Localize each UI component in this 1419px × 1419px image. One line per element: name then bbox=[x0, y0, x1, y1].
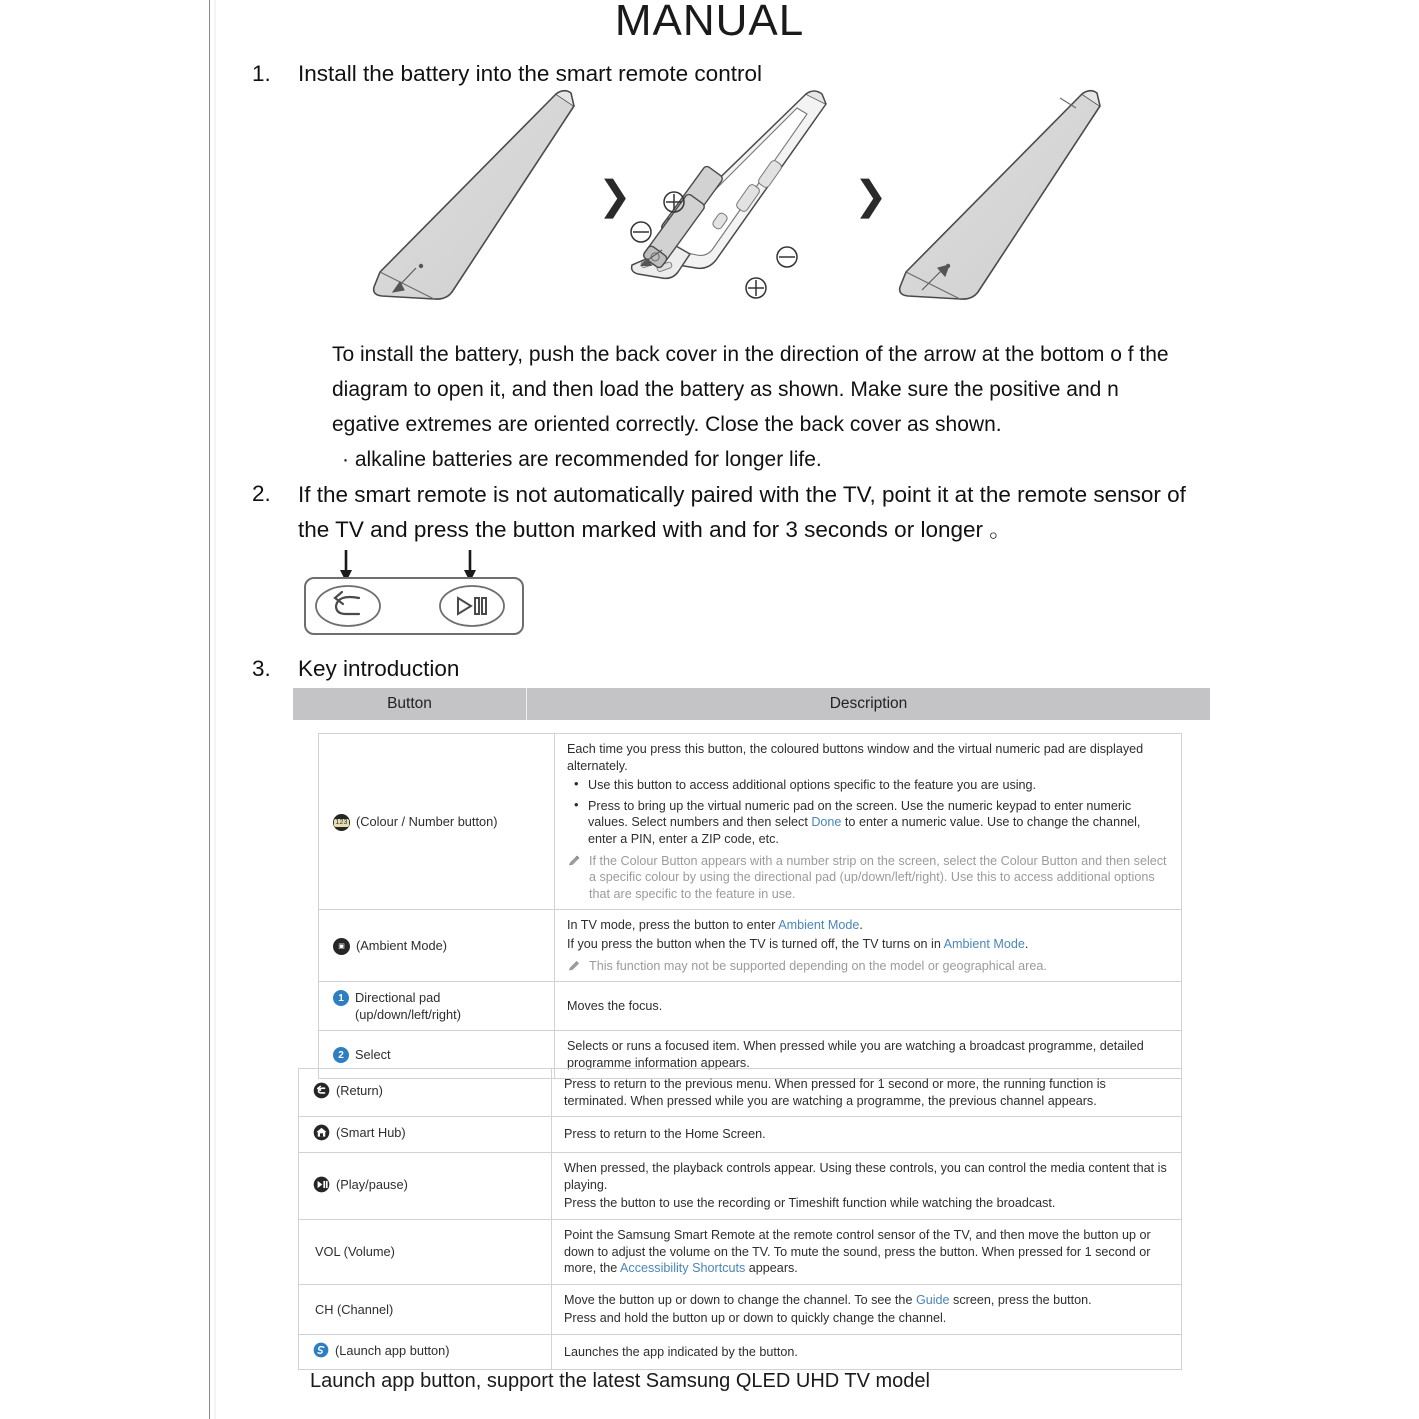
button-label: Select bbox=[355, 1047, 391, 1063]
table-row bbox=[299, 1284, 1182, 1334]
step-1-text: Install the battery into the smart remote control bbox=[298, 61, 762, 86]
chevron-1: ❯ bbox=[598, 174, 632, 218]
page-binding-rule bbox=[209, 0, 210, 1419]
description-cell bbox=[552, 1069, 1182, 1117]
alkaline-bullet: · alkaline batteries are recommended for longer life. bbox=[342, 448, 822, 471]
button-cell bbox=[299, 1284, 552, 1334]
button-cell bbox=[299, 1117, 552, 1153]
step-3-number: 3. bbox=[252, 656, 271, 681]
remote-closed-back bbox=[374, 91, 574, 299]
desc-bullets bbox=[567, 777, 1170, 847]
step-3-text: Key introduction bbox=[298, 656, 460, 681]
step-2-number: 2. bbox=[252, 481, 271, 506]
battery-diagram-svg bbox=[360, 84, 1120, 329]
desc-line: Press to return to the previous menu. When pressed for 1 second or more, the running function is terminated. When pressed while you are watching a programme, the previous channel appears. bbox=[564, 1077, 1106, 1108]
smart-hub-icon bbox=[313, 1124, 330, 1145]
button-label: VOL (Volume) bbox=[315, 1244, 395, 1260]
remote-closed-final bbox=[900, 91, 1100, 299]
pencil-icon bbox=[567, 959, 581, 973]
key-table-top bbox=[318, 733, 1182, 1079]
key-table-header bbox=[293, 688, 1210, 720]
table-row bbox=[299, 1069, 1182, 1117]
table-row bbox=[319, 910, 1182, 982]
desc-bullet: • Press to bring up the virtual numeric pad on the screen. Use the numeric keypad to enter numeric values. Select numbers and then select Done to enter a numeric value. Use to change the channel, enter a PIN, enter a ZIP code, etc. bbox=[588, 798, 1170, 848]
number-1-icon: 1 bbox=[333, 990, 349, 1006]
return-icon bbox=[313, 1082, 330, 1103]
description-cell bbox=[555, 982, 1182, 1031]
description-cell bbox=[552, 1334, 1182, 1369]
page-title: MANUAL bbox=[614, 0, 805, 45]
chevron-2: ❯ bbox=[854, 174, 888, 218]
button-label: (Launch app button) bbox=[335, 1342, 450, 1358]
pairing-figure-svg bbox=[302, 548, 526, 640]
table-row bbox=[299, 1219, 1182, 1284]
button-label: (Smart Hub) bbox=[336, 1125, 406, 1141]
table-row bbox=[299, 1334, 1182, 1369]
button-label: Directional pad (up/down/left/right) bbox=[355, 990, 461, 1023]
description-cell bbox=[555, 734, 1182, 910]
battery-install-diagram bbox=[360, 84, 1120, 329]
step-2-text: If the smart remote is not automatically paired with the TV, point it at the remote sensor of the TV and press the button marked with and for 3 seconds or longer 。 bbox=[298, 482, 1186, 542]
desc-line: In TV mode, press the button to enter Ambient Mode. bbox=[567, 918, 863, 933]
button-cell bbox=[319, 734, 555, 910]
table-row bbox=[299, 1117, 1182, 1153]
return-key bbox=[316, 586, 380, 626]
button-cell bbox=[299, 1069, 552, 1117]
description-cell bbox=[552, 1117, 1182, 1153]
desc-line: If you press the button when the TV is turned off, the TV turns on in Ambient Mode. bbox=[567, 936, 1029, 951]
desc-line: Press the button to use the recording or Timeshift function while watching the broadcast. bbox=[564, 1196, 1056, 1211]
desc-line: Press to return to the Home Screen. bbox=[564, 1127, 766, 1142]
colour-number-icon: 123 bbox=[333, 814, 350, 831]
desc-line: Launches the app indicated by the button. bbox=[564, 1344, 798, 1359]
key-table-bottom bbox=[298, 1068, 1182, 1370]
note-text: If the Colour Button appears with a number strip on the screen, select the Colour Button and then select a specific colour by using the directional pad (up/down/left/right). Use this to access additional options that are specific to the feature in use. bbox=[589, 853, 1167, 901]
button-cell bbox=[319, 910, 555, 982]
desc-line: Each time you press this button, the coloured buttons window and the virtual numeric pad are displayed alternately. bbox=[567, 742, 1144, 773]
ambient-mode-icon: ▣ bbox=[333, 938, 350, 955]
button-label: CH (Channel) bbox=[315, 1301, 394, 1317]
column-header-button: Button bbox=[293, 688, 527, 720]
page-binding-rule-shadow bbox=[214, 0, 216, 1419]
button-cell bbox=[299, 1153, 552, 1220]
desc-line: When pressed, the playback controls appear. Using these controls, you can control the media content that is playing. bbox=[564, 1161, 1167, 1192]
button-label: (Ambient Mode) bbox=[356, 938, 448, 954]
install-paragraph: To install the battery, push the back cover in the direction of the arrow at the bottom o f the diagram to open it, and then load the battery as shown. Make sure the positive and n egative extremes are oriented correctly. Close the back cover as shown. bbox=[332, 343, 1169, 436]
note-text: This function may not be supported depending on the model or geographical area. bbox=[589, 958, 1047, 973]
button-cell bbox=[299, 1219, 552, 1284]
column-header-description: Description bbox=[829, 695, 908, 712]
description-cell bbox=[552, 1219, 1182, 1284]
footer-caption: Launch app button, support the latest Samsung QLED UHD TV model bbox=[310, 1370, 930, 1392]
button-label: (Colour / Number button) bbox=[356, 814, 498, 830]
table-row bbox=[319, 734, 1182, 910]
table-row bbox=[319, 982, 1182, 1031]
launch-app-icon bbox=[313, 1342, 329, 1362]
step-1-number: 1. bbox=[252, 61, 271, 86]
desc-bullet: • Use this button to access additional options specific to the feature you are using. bbox=[588, 777, 1170, 794]
table-row bbox=[299, 1153, 1182, 1220]
description-cell bbox=[552, 1284, 1182, 1334]
button-label: (Return) bbox=[336, 1083, 383, 1099]
pairing-button-figure bbox=[302, 548, 526, 638]
desc-line: Selects or runs a focused item. When pressed while you are watching a broadcast programme, detailed programme information appears. bbox=[567, 1039, 1144, 1070]
step-3 bbox=[252, 652, 852, 686]
button-cell bbox=[299, 1334, 552, 1369]
description-cell bbox=[555, 910, 1182, 982]
play-pause-icon bbox=[313, 1176, 330, 1197]
desc-line: Press and hold the button up or down to quickly change the channel. bbox=[564, 1311, 947, 1326]
desc-note bbox=[567, 853, 1170, 903]
desc-note bbox=[567, 958, 1170, 975]
description-cell bbox=[552, 1153, 1182, 1220]
desc-line: Move the button up or down to change the channel. To see the Guide screen, press the button. bbox=[564, 1292, 1092, 1307]
button-label: (Play/pause) bbox=[336, 1176, 408, 1192]
button-cell bbox=[319, 982, 555, 1031]
pencil-icon bbox=[567, 854, 581, 868]
desc-line: Moves the focus. bbox=[567, 998, 663, 1013]
step-2 bbox=[252, 477, 1192, 547]
number-2-icon: 2 bbox=[333, 1047, 349, 1063]
desc-line: Point the Samsung Smart Remote at the remote control sensor of the TV, and then move the button up or down to adjust the volume on the TV. To mute the sound, press the button. When pressed for 1 second or more, the Accessibility Shortcuts appears. bbox=[564, 1227, 1151, 1276]
